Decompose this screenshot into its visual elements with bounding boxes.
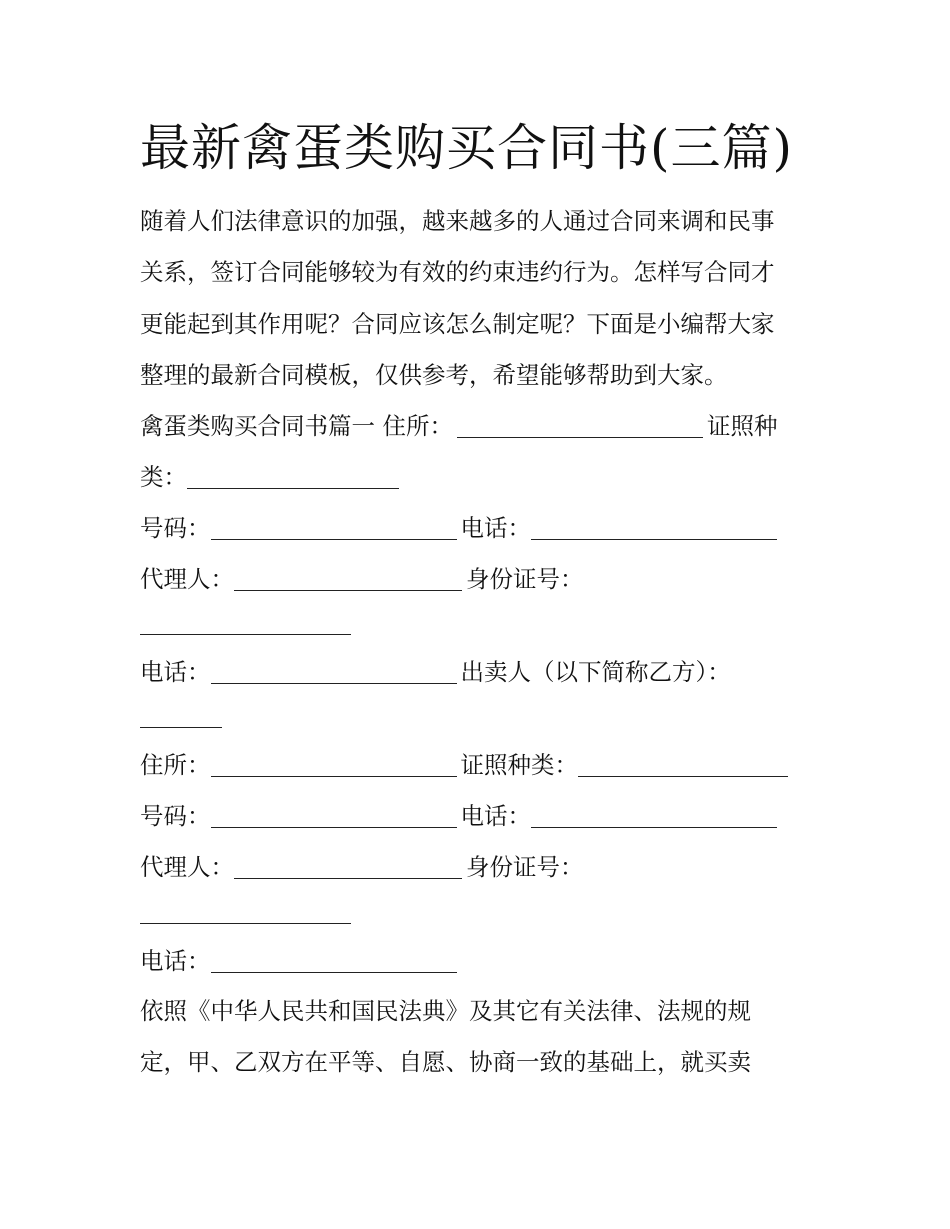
seller-agent-label: 代理人： xyxy=(140,853,234,881)
section-heading: 禽蛋类购买合同书篇一 xyxy=(140,412,375,440)
clause-line-2: 定，甲、乙双方在平等、自愿、协商一致的基础上，就买卖 xyxy=(140,1048,751,1076)
buyer-agent-phone-row xyxy=(140,657,731,687)
buyer-agent-label: 代理人： xyxy=(140,565,234,593)
seller-agent-blank[interactable] xyxy=(234,856,462,879)
seller-address-blank[interactable] xyxy=(211,754,457,777)
buyer-id-number-label: 身份证号： xyxy=(466,565,584,593)
document-title: 最新禽蛋类购买合同书(三篇) xyxy=(140,119,794,177)
seller-name-row xyxy=(140,701,226,731)
buyer-id-number-blank[interactable] xyxy=(140,612,351,635)
seller-id-type-label: 证照种类： xyxy=(460,751,578,779)
buyer-id-number-row xyxy=(140,608,355,638)
buyer-address-blank[interactable] xyxy=(457,415,703,438)
seller-number-blank[interactable] xyxy=(211,805,457,828)
intro-line-4: 整理的最新合同模板，仅供参考，希望能够帮助到大家。 xyxy=(140,361,728,389)
seller-id-type-blank[interactable] xyxy=(578,754,788,777)
buyer-agent-phone-blank[interactable] xyxy=(211,661,457,684)
intro-line-2: 关系，签订合同能够较为有效的约束违约行为。怎样写合同才 xyxy=(140,258,775,286)
seller-phone-label: 电话： xyxy=(460,802,531,830)
seller-phone-blank[interactable] xyxy=(531,805,777,828)
buyer-number-row xyxy=(140,513,781,543)
seller-label: 出卖人（以下简称乙方）： xyxy=(460,658,731,686)
buyer-id-type-row xyxy=(140,462,403,492)
seller-id-number-blank[interactable] xyxy=(140,901,351,924)
buyer-id-type-blank[interactable] xyxy=(187,466,399,489)
seller-number-row xyxy=(140,801,781,831)
intro-line-1: 随着人们法律意识的加强，越来越多的人通过合同来调和民事 xyxy=(140,207,775,235)
intro-line-3: 更能起到其作用呢？合同应该怎么制定呢？下面是小编帮大家 xyxy=(140,310,775,338)
buyer-agent-blank[interactable] xyxy=(234,568,462,591)
clause-line-1: 依照《中华人民共和国民法典》及其它有关法律、法规的规 xyxy=(140,997,751,1025)
seller-number-label: 号码： xyxy=(140,802,211,830)
buyer-agent-phone-label: 电话： xyxy=(140,658,211,686)
buyer-agent-row xyxy=(140,564,584,594)
seller-agent-row xyxy=(140,852,584,882)
seller-address-label: 住所： xyxy=(140,751,211,779)
buyer-id-type-label-a: 证照种 xyxy=(706,412,778,440)
buyer-number-label: 号码： xyxy=(140,514,211,542)
buyer-phone-blank[interactable] xyxy=(531,517,777,540)
seller-id-number-label: 身份证号： xyxy=(466,853,584,881)
seller-id-number-row xyxy=(140,897,355,927)
seller-address-row xyxy=(140,750,792,780)
seller-agent-phone-blank[interactable] xyxy=(211,950,457,973)
buyer-phone-label: 电话： xyxy=(460,514,531,542)
buyer-address-label: 住所： xyxy=(382,412,453,440)
buyer-number-blank[interactable] xyxy=(211,517,457,540)
seller-agent-phone-row xyxy=(140,946,461,976)
seller-name-blank[interactable] xyxy=(140,705,222,728)
buyer-address-row xyxy=(140,411,777,441)
seller-agent-phone-label: 电话： xyxy=(140,947,211,975)
buyer-id-type-label-b: 类： xyxy=(140,463,187,491)
